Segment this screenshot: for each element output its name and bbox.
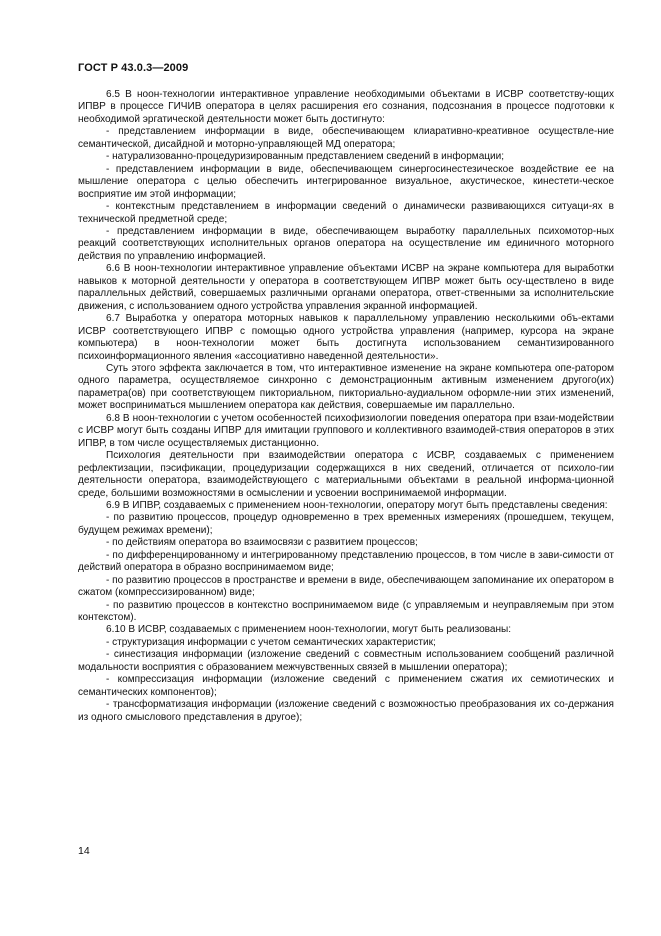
- list-item: - представлением информации в виде, обеспечивающем клиаративно-креативное осуществле-ние семантической, дисайдной и моторно-управляющей МД оператора;: [78, 126, 614, 150]
- document-header: ГОСТ Р 43.0.3—2009: [78, 62, 189, 74]
- page-number: 14: [78, 845, 90, 857]
- list-item: - контекстным представлением в информации сведений о динамически развивающихся ситуаци-ях в технической предметной среде;: [78, 201, 614, 225]
- paragraph: Психология деятельности при взаимодействии оператора с ИСВР, создаваемых с применением рефлектизации, пэсификации, процедуризации содержащихся в них сведений, отличается от психоло-гии деятельности оператора, взаимодействующего с материальными объектами в реальной информа-ционной среде, большими возможностями в осмыслении и усвоении воспринимаемой информации.: [78, 450, 614, 499]
- list-item: - представлением информации в виде, обеспечивающем синергосинестезическое воздействие ее на мышление оператора с целью обеспечить интегрированное визуальное, акустическое, кинестети-ческое восприятие им этой информации;: [78, 163, 614, 200]
- paragraph: 6.9 В ИПВР, создаваемых с применением ноон-технологии, оператору могут быть представлены сведения:: [106, 499, 608, 511]
- list-item: - структуризация информации с учетом семантических характеристик;: [106, 636, 436, 648]
- list-item: - трансформатизация информации (изложение сведений с возможностью преобразования их со-держания из одного смыслового представления в другое);: [78, 699, 614, 723]
- list-item: - по действиям оператора во взаимосвязи с развитием процессов;: [106, 537, 418, 549]
- list-item: - по развитию процессов в контекстно воспринимаемом виде (с управляемым и неуправляемым при этом контекстом).: [78, 599, 614, 624]
- list-item: - натурализованно-процедуризированным представлением сведений в информации;: [106, 151, 505, 163]
- document-body: [78, 89, 614, 724]
- list-item: - по дифференцированному и интегрированному представлению процессов, в том числе в зави-симости от действий оператора в образно воспринимаемом виде;: [78, 549, 614, 574]
- list-item: - синестизация информации (изложение сведений с совместным использованием сообщений различной модальности восприятия с образованием межчувственных связей в мышлении оператора);: [78, 649, 614, 673]
- list-item: - по развитию процессов, процедур одновременно в трех временных измерениях (прошедшем, текущем, будущем режимах времени);: [78, 512, 614, 536]
- paragraph: 6.8 В ноон-технологии с учетом особенностей психофизиологии поведения оператора при взаи-модействии с ИСВР могут быть созданы ИПВР для имитации группового и коллективного взаимодей-ствия операторов в этих ИПВР, в том числе осуществляемых дистанционно.: [78, 412, 614, 449]
- paragraph: 6.5 В ноон-технологии интерактивное управление необходимыми объектами в ИСВР соответству-ющих ИПВР в процессе ГИЧИВ оператора в целях расширения его сознания, подсознания в процессе подготовки к необходимой эргатической деятельности может быть достигнуто:: [78, 89, 614, 125]
- list-item: - представлением информации в виде, обеспечивающем выработку параллельных психомотор-ных реакций соответствующих исполнительных органов оператора на осуществление им единичного моторного действия по управлению информацией.: [78, 225, 614, 262]
- paragraph: 6.6 В ноон-технологии интерактивное управление объектами ИСВР на экране компьютера для выработки навыков к моторной деятельности у оператора в соответствующем ИПВР может быть осу-ществлено в виде параллельных действий, совершаемых различными органами оператора, ответ-ственными за исполнительские движения, с использованием одного устройства управления экранной информацией.: [78, 263, 614, 312]
- paragraph: Суть этого эффекта заключается в том, что интерактивное изменение на экране компьютера опе-ратором одного параметра, осуществляемое синхронно с демонстрационным активным изменением другого(их) параметра(ов) при соответствующем пикториальном, пикториально-аудиальном оформле-нии этих изменений, может восприниматься мышлением оператора как действия, совершаемые им параллельно.: [78, 362, 614, 412]
- paragraph: 6.7 Выработка у оператора моторных навыков к параллельному управлению несколькими объ-ектами ИСВР соответствующего ИПВР с помощью одного устройства управления (например, курсора на экране компьютера) в ноон-технологии может быть достигнута использованием семантизированного психоинформационного явления «ассоциативно наведенной деятельности».: [78, 313, 614, 362]
- list-item: - компрессизация информации (изложение сведений с применением сжатия их семиотических и семантических компонентов);: [78, 674, 614, 698]
- paragraph: 6.10 В ИСВР, создаваемых с применением ноон-технологии, могут быть реализованы:: [106, 624, 512, 636]
- list-item: - по развитию процессов в пространстве и времени в виде, обеспечивающем запоминание их оператором в сжатом (компрессизированном) виде;: [78, 574, 614, 599]
